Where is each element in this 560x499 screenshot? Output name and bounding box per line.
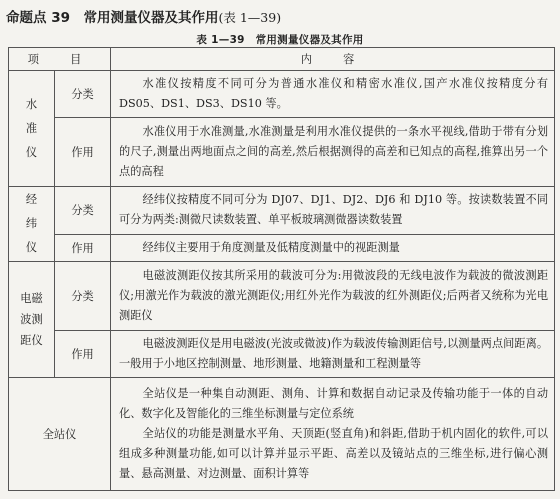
subcategory-cell: 分类 bbox=[55, 71, 111, 118]
heading-title: 常用测量仪器及其作用 bbox=[83, 10, 219, 26]
content-cell: 水准仪用于水准测量,水准测量是利用水准仪提供的一条水平视线,借助于带有分划的尺子,测量出两地面点之间的高差,然后根据测得的高差和已知点的高程,推算出另一个点的高程 bbox=[111, 118, 555, 187]
table-row bbox=[9, 187, 555, 235]
header-content: 内 容 bbox=[111, 48, 555, 71]
table-row bbox=[9, 378, 555, 491]
table-row bbox=[9, 234, 555, 261]
content-cell: 水准仪按精度不同可分为普通水准仪和精密水准仪,国产水准仪按精度分有 DS05、DS1、DS3、DS10 等。 bbox=[111, 71, 555, 118]
header-item: 项 目 bbox=[9, 48, 111, 71]
subcategory-cell: 分类 bbox=[55, 187, 111, 235]
content-cell: 经纬仪主要用于角度测量及低精度测量中的视距测量 bbox=[111, 234, 555, 261]
content-paragraph: 全站仪的功能是测量水平角、天顶距(竖直角)和斜距,借助于机内固化的软件,可以组成多种测量功能,如可以计算并显示平距、高差以及镜站点的三维坐标,进行偏心测量、悬高测量、对边测量、面积计算等 bbox=[119, 427, 549, 480]
content-cell: 电磁波测距仪按其所采用的载波可分为:用微波段的无线电波作为载波的微波测距仪;用激光作为载波的激光测距仪;用红外光作为载波的红外测距仪;后两者又统称为光电测距仪 bbox=[111, 262, 555, 331]
category-cell: 电磁 波测 距仪 bbox=[9, 262, 55, 378]
content-paragraph: 全站仪是一种集自动测距、测角、计算和数据自动记录及传输功能于一体的自动化、数字化及智能化的三维坐标测量与定位系统 bbox=[119, 387, 549, 420]
category-cell: 水 准 仪 bbox=[9, 71, 55, 187]
table-row bbox=[9, 71, 555, 118]
category-cell: 经 纬 仪 bbox=[9, 187, 55, 262]
table-row bbox=[9, 118, 555, 187]
subcategory-cell: 分类 bbox=[55, 262, 111, 331]
content-cell bbox=[111, 378, 555, 491]
subcategory-cell: 作用 bbox=[55, 234, 111, 261]
section-heading bbox=[6, 6, 281, 26]
table-caption: 表 1—39 常用测量仪器及其作用 bbox=[196, 34, 364, 46]
heading-number: 命题点 39 bbox=[6, 10, 70, 26]
heading-table-ref: (表 1—39) bbox=[218, 10, 282, 25]
content-cell: 经纬仪按精度不同可分为 DJ07、DJ1、DJ2、DJ6 和 DJ10 等。按读数装置不同可分为两类:测微尺读数装置、单平板玻璃测微器读数装置 bbox=[111, 187, 555, 235]
table-row bbox=[9, 262, 555, 331]
table-row bbox=[9, 331, 555, 378]
category-cell: 全站仪 bbox=[9, 378, 111, 491]
subcategory-cell: 作用 bbox=[55, 118, 111, 187]
instruments-table bbox=[8, 47, 555, 491]
content-cell: 电磁波测距仪是用电磁波(光波或微波)作为载波传输测距信号,以测量两点间距离。一般用于小地区控制测量、地形测量、地籍测量和工程测量等 bbox=[111, 331, 555, 378]
table-header-row bbox=[9, 48, 555, 71]
subcategory-cell: 作用 bbox=[55, 331, 111, 378]
